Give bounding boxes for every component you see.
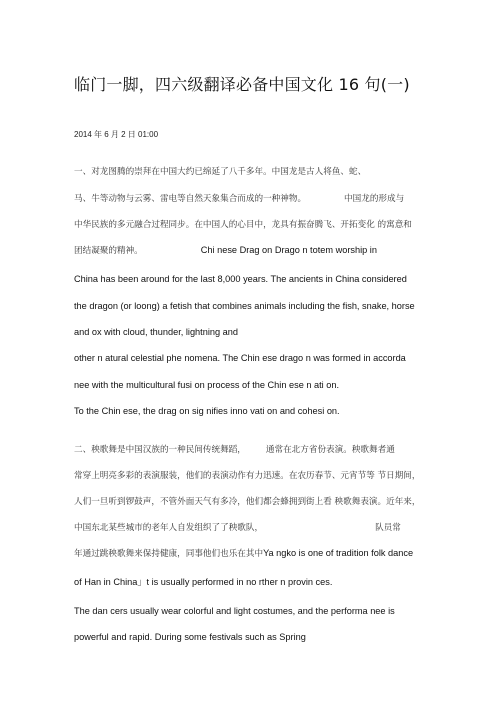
section2-zh-line-2: 常穿上明亮多彩的表演服装，他们的表演动作有力迅速。在农历春节、元宵节等 节日期间，	[74, 471, 421, 481]
section2-en-line-3: powerful and rapid. During some festivals such as Spring	[74, 632, 306, 642]
section2-zh-line-4b: 队员常	[375, 523, 401, 533]
section1-zh-line-2	[74, 192, 404, 204]
section2-zh-line-1b: 通常在北方省份表演。秧歌舞者通	[265, 445, 395, 455]
section1-en-line-1: China has been around for the last 8,000 years. The ancients in China considered	[74, 274, 407, 284]
section1-en-line-6: To the Chin ese, the drag on sig nifies inno vati on and cohesi on.	[74, 406, 340, 416]
section1-en-line-0: Chi nese Drag on Drago n totem worship in	[200, 245, 377, 255]
section2-zh-line-4a: 中国东北某些城市的老年人自发组织了了秧歌队，	[74, 523, 264, 533]
section2-en-line-2: The dan cers usually wear colorful and light costumes, and the performa nee is	[74, 606, 395, 616]
section1-zh-line-4a: 团结凝聚的精神。	[74, 246, 143, 256]
section1-zh-line-2b: 中国龙的形成与	[344, 194, 405, 204]
section1-en-line-3: and ox with cloud, thunder, lightning and	[74, 327, 238, 337]
section2-zh-line-1a: 二、秧歌舞是中国汉族的一种民间传统舞蹈，	[74, 445, 246, 455]
section2-zh-line-1	[74, 443, 395, 455]
section1-zh-line-3: 中华民族的多元融合过程同步。在中国人的心目中，龙具有振奋腾飞、开拓变化 的寓意和	[74, 220, 412, 230]
section1-en-line-4: other n atural celestial phe nomena. The Chin ese drago n was formed in accorda	[74, 353, 406, 363]
section2-en-inline: Ya ngko is one of tradition folk dance	[263, 548, 414, 558]
section1-zh-line-4	[74, 244, 377, 256]
section2-zh-line-5a: 年通过跳秧歌舞来保持健康，同事他们也乐在其中	[74, 549, 264, 559]
section2-zh-line-3: 人们一旦听到锣鼓声，不管外面天气有多冷，他们都会蜂拥到街上看 秧歌舞表演。近年来，	[74, 497, 421, 507]
section2-zh-line-5	[74, 547, 413, 559]
section2-en-line-1: of Han in China」t is usually performed in no rther n provin ces.	[74, 577, 333, 587]
publish-date: 2014 年 6 月 2 日 01:00	[74, 130, 159, 139]
section1-zh-line-2a: 马、牛等动物与云雾、雷电等自然天象集合而成的一种神物。	[74, 194, 307, 204]
section1-en-line-5: nee with the multicultural fusi on process of the Chin ese n ati on.	[74, 380, 340, 390]
section1-zh-line-1: 一、对龙图腾的崇拜在中国大约已绵延了八千多年。中国龙是古人将鱼、蛇、	[74, 167, 367, 177]
section1-en-line-2: the dragon (or loong) a fetish that combines animals including the fish, snake, horse	[74, 301, 415, 311]
document-title: 临门一脚，四六级翻译必备中国文化 16 句(一)	[74, 75, 410, 94]
section2-zh-line-4	[74, 521, 401, 533]
